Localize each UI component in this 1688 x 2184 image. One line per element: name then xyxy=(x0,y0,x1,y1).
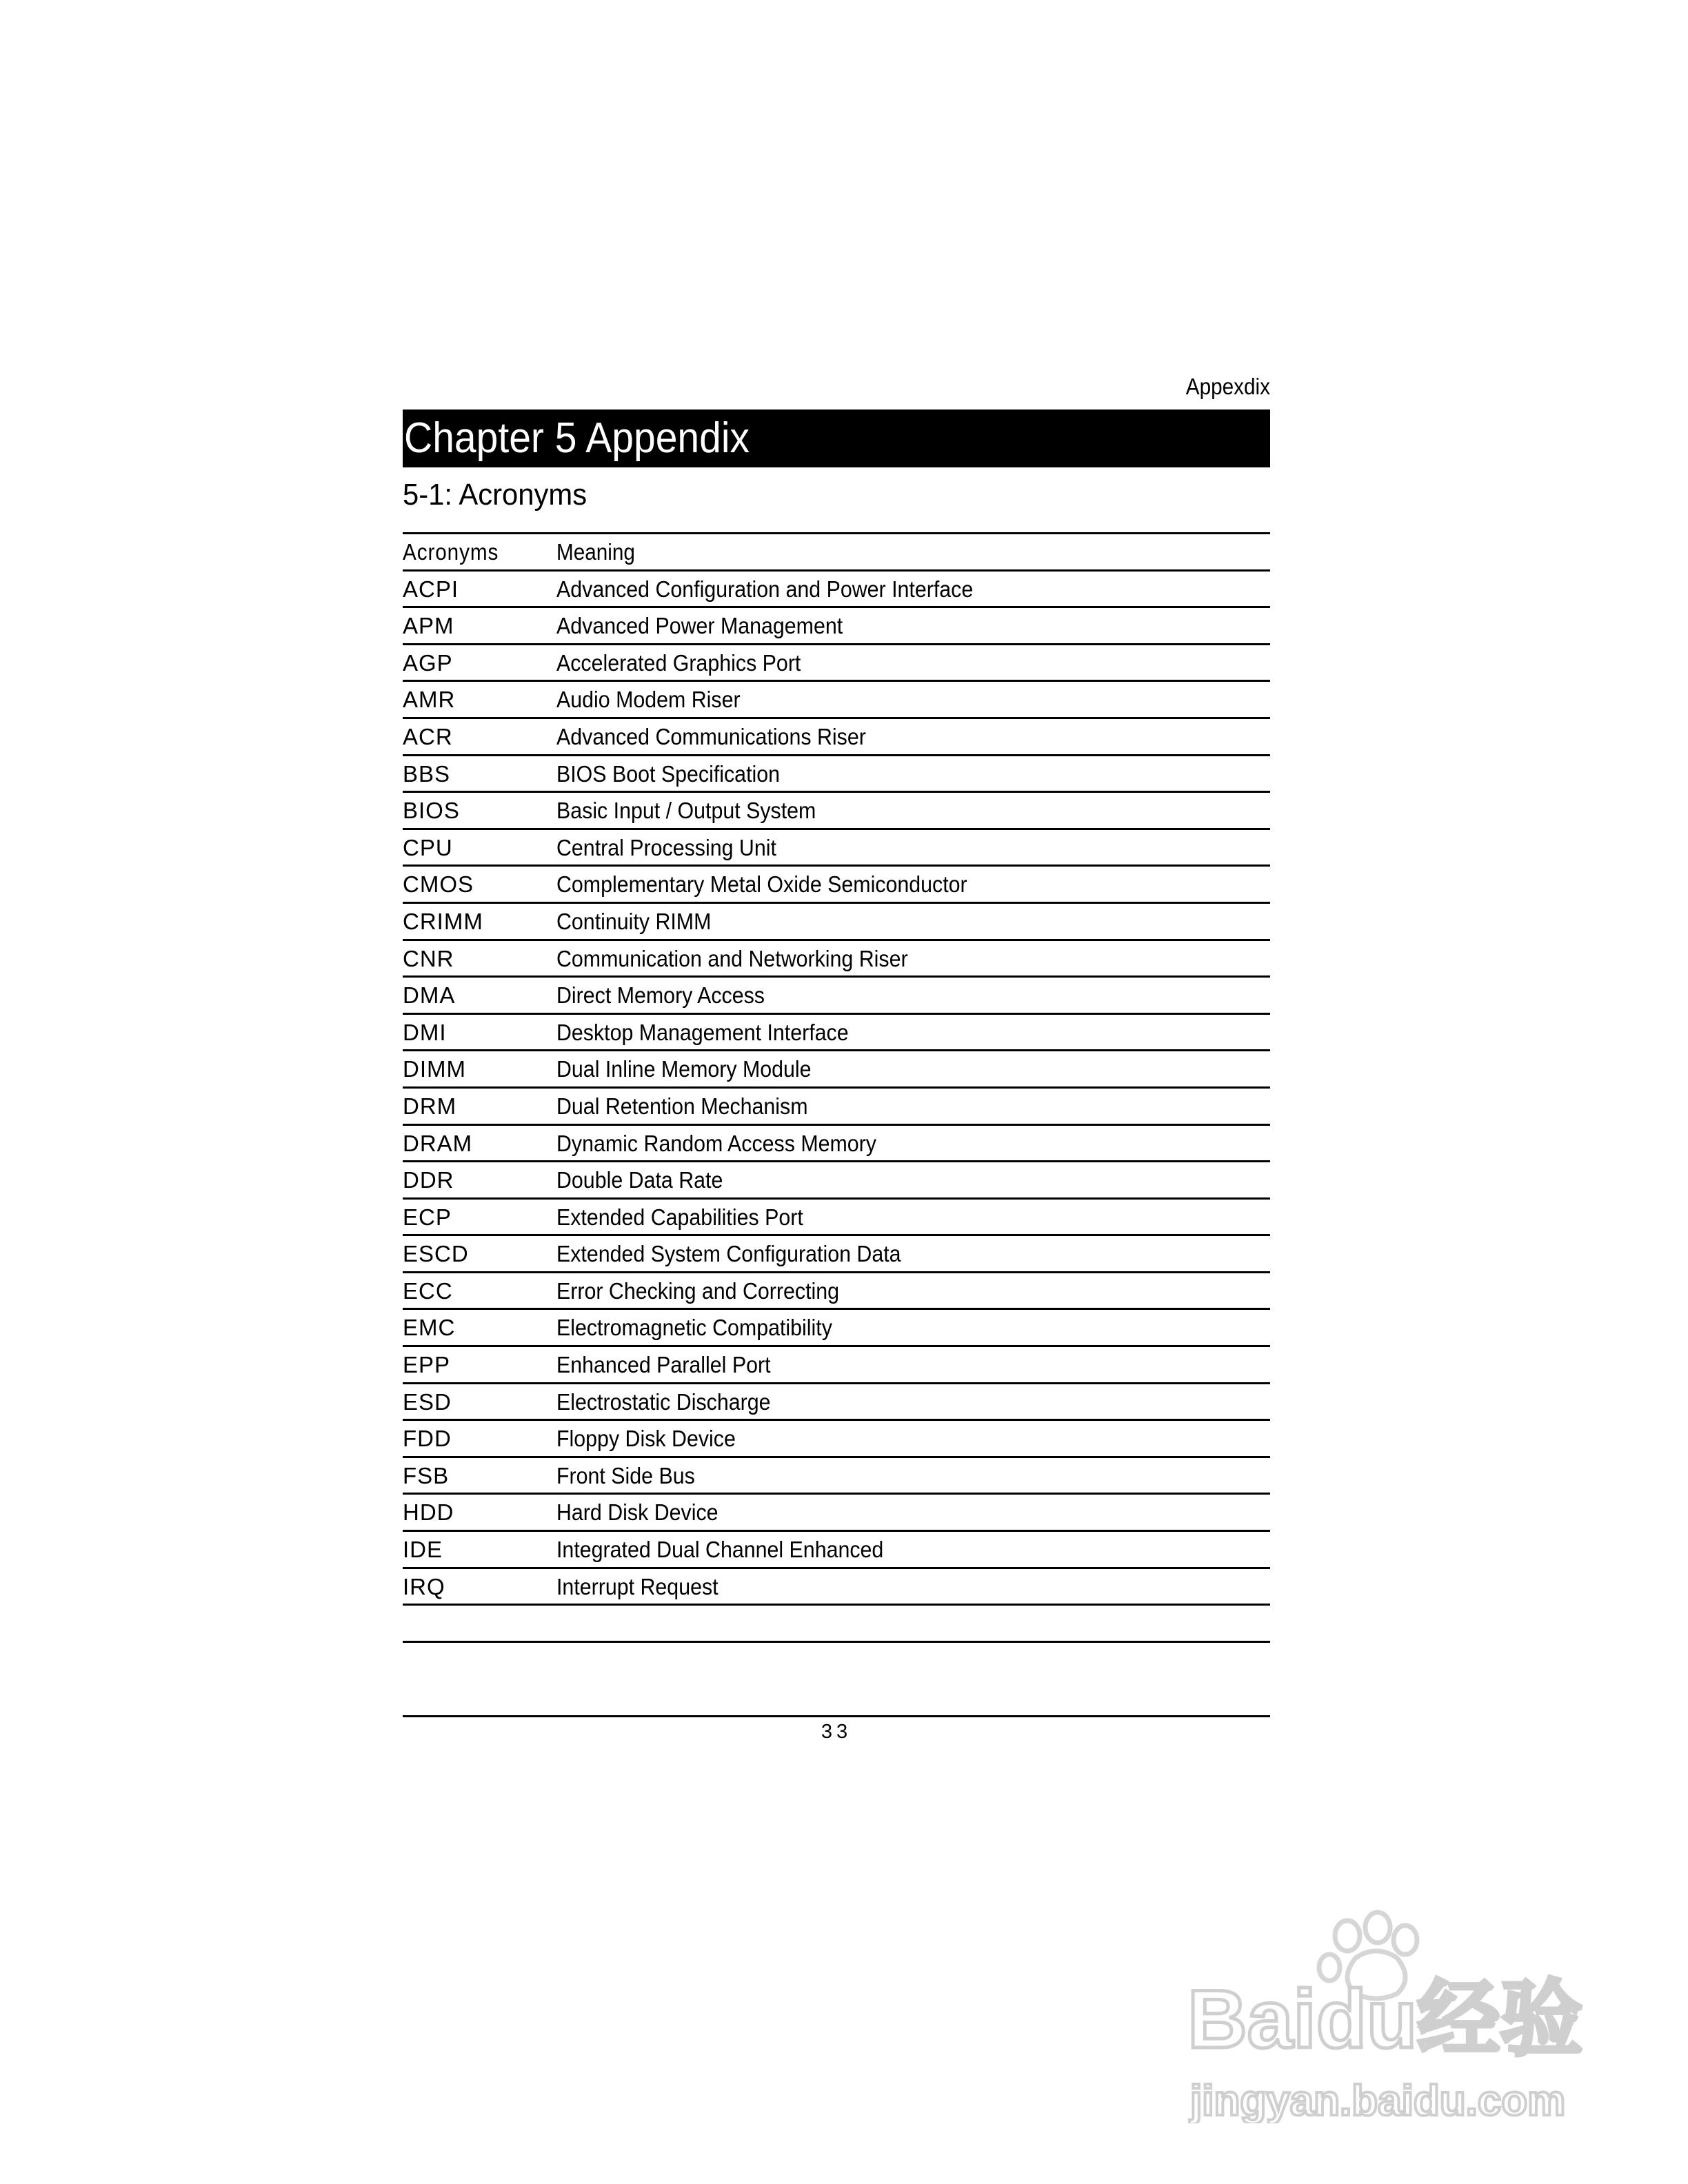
acronym-cell: IRQ xyxy=(403,1573,445,1599)
baidu-watermark xyxy=(1183,1910,1583,2123)
chapter-banner xyxy=(403,410,1270,467)
table-row xyxy=(403,1347,1270,1384)
meaning-cell: Direct Memory Access xyxy=(556,982,765,1009)
table-row xyxy=(403,1162,1270,1200)
acronym-table xyxy=(403,532,1270,1643)
acronym-cell: CPU xyxy=(403,834,453,860)
table-row xyxy=(403,572,1270,609)
meaning-cell: Basic Input / Output System xyxy=(556,798,816,824)
table-row xyxy=(403,1532,1270,1569)
acronym-cell: ESD xyxy=(403,1388,452,1415)
table-row xyxy=(403,1200,1270,1237)
page-number: 33 xyxy=(821,1721,852,1743)
meaning-cell: Enhanced Parallel Port xyxy=(556,1352,771,1378)
meaning-cell: Continuity RIMM xyxy=(556,908,712,934)
table-header-row xyxy=(403,534,1270,572)
meaning-cell: Dynamic Random Access Memory xyxy=(556,1130,876,1156)
meaning-cell: Integrated Dual Channel Enhanced xyxy=(556,1537,884,1563)
meaning-cell: Communication and Networking Riser xyxy=(556,945,908,971)
meaning-cell: Accelerated Graphics Port xyxy=(556,649,801,676)
table-row xyxy=(403,793,1270,830)
meaning-cell: Advanced Configuration and Power Interface xyxy=(556,576,974,602)
table-row xyxy=(403,1089,1270,1126)
acronym-cell: DMI xyxy=(403,1019,447,1045)
acronym-cell: HDD xyxy=(403,1499,454,1526)
meaning-cell: BIOS Boot Specification xyxy=(556,760,781,787)
table-row xyxy=(403,1421,1270,1458)
meaning-cell: Double Data Rate xyxy=(556,1167,723,1193)
table-row xyxy=(403,830,1270,867)
running-header: Appexdix xyxy=(1185,374,1270,399)
section-title: 5-1: Acronyms xyxy=(403,478,587,512)
acronym-cell: AGP xyxy=(403,649,453,676)
meaning-cell: Electrostatic Discharge xyxy=(556,1388,771,1415)
meaning-cell: Dual Retention Mechanism xyxy=(556,1093,808,1119)
table-row xyxy=(403,1273,1270,1311)
watermark-logo-text: Baidu经验 xyxy=(1187,1973,1583,2065)
table-row xyxy=(403,1126,1270,1163)
table-row xyxy=(403,867,1270,904)
acronym-cell: BIOS xyxy=(403,798,460,824)
table-row xyxy=(403,719,1270,756)
meaning-cell: Complementary Metal Oxide Semiconductor xyxy=(556,871,967,898)
acronym-cell: DMA xyxy=(403,982,456,1009)
meaning-cell: Interrupt Request xyxy=(556,1573,719,1599)
footer-rule xyxy=(403,1715,1270,1717)
acronym-cell: BBS xyxy=(403,760,451,787)
column-header-meaning: Meaning xyxy=(556,539,635,565)
acronym-cell: IDE xyxy=(403,1537,443,1563)
acronym-cell: DIMM xyxy=(403,1056,466,1082)
acronym-cell: ESCD xyxy=(403,1241,469,1267)
table-row xyxy=(403,756,1270,793)
table-row xyxy=(403,904,1270,941)
table-row xyxy=(403,941,1270,978)
acronym-cell: APM xyxy=(403,613,454,639)
meaning-cell: Extended Capabilities Port xyxy=(556,1204,803,1230)
table-row xyxy=(403,608,1270,645)
acronym-cell: DRM xyxy=(403,1093,457,1119)
table-blank-row xyxy=(403,1606,1270,1643)
table-row xyxy=(403,1384,1270,1422)
acronym-cell: CNR xyxy=(403,945,454,971)
acronym-cell: EPP xyxy=(403,1352,451,1378)
table-row xyxy=(403,1458,1270,1495)
watermark-url: jingyan.baidu.com xyxy=(1190,2077,1566,2123)
acronym-cell: FSB xyxy=(403,1462,450,1488)
meaning-cell: Central Processing Unit xyxy=(556,834,776,860)
table-row xyxy=(403,1495,1270,1532)
table-row xyxy=(403,1569,1270,1606)
meaning-cell: Desktop Management Interface xyxy=(556,1019,849,1045)
acronym-cell: AMR xyxy=(403,687,456,713)
acronym-cell: ECC xyxy=(403,1277,453,1304)
table-row xyxy=(403,978,1270,1015)
chapter-title: Chapter 5 Appendix xyxy=(404,414,750,462)
acronym-cell: DRAM xyxy=(403,1130,473,1156)
meaning-cell: Floppy Disk Device xyxy=(556,1426,736,1452)
acronym-cell: FDD xyxy=(403,1426,452,1452)
meaning-cell: Dual Inline Memory Module xyxy=(556,1056,812,1082)
acronym-cell: CMOS xyxy=(403,871,474,898)
meaning-cell: Error Checking and Correcting xyxy=(556,1277,840,1304)
meaning-cell: Advanced Communications Riser xyxy=(556,723,866,749)
meaning-cell: Front Side Bus xyxy=(556,1462,695,1488)
table-row xyxy=(403,1015,1270,1052)
meaning-cell: Audio Modem Riser xyxy=(556,687,741,713)
acronym-cell: CRIMM xyxy=(403,908,483,934)
acronym-cell: ACR xyxy=(403,723,453,749)
acronym-cell: ACPI xyxy=(403,576,459,602)
meaning-cell: Hard Disk Device xyxy=(556,1499,719,1526)
acronym-cell: ECP xyxy=(403,1204,452,1230)
table-row xyxy=(403,682,1270,719)
column-header-acronyms: Acronyms xyxy=(403,539,499,565)
meaning-cell: Electromagnetic Compatibility xyxy=(556,1315,832,1341)
meaning-cell: Extended System Configuration Data xyxy=(556,1241,901,1267)
table-row xyxy=(403,1310,1270,1347)
table-row xyxy=(403,1236,1270,1273)
table-body xyxy=(403,572,1270,1606)
acronym-cell: DDR xyxy=(403,1167,454,1193)
table-row xyxy=(403,645,1270,682)
meaning-cell: Advanced Power Management xyxy=(556,613,843,639)
table-row xyxy=(403,1051,1270,1089)
acronym-cell: EMC xyxy=(403,1315,456,1341)
